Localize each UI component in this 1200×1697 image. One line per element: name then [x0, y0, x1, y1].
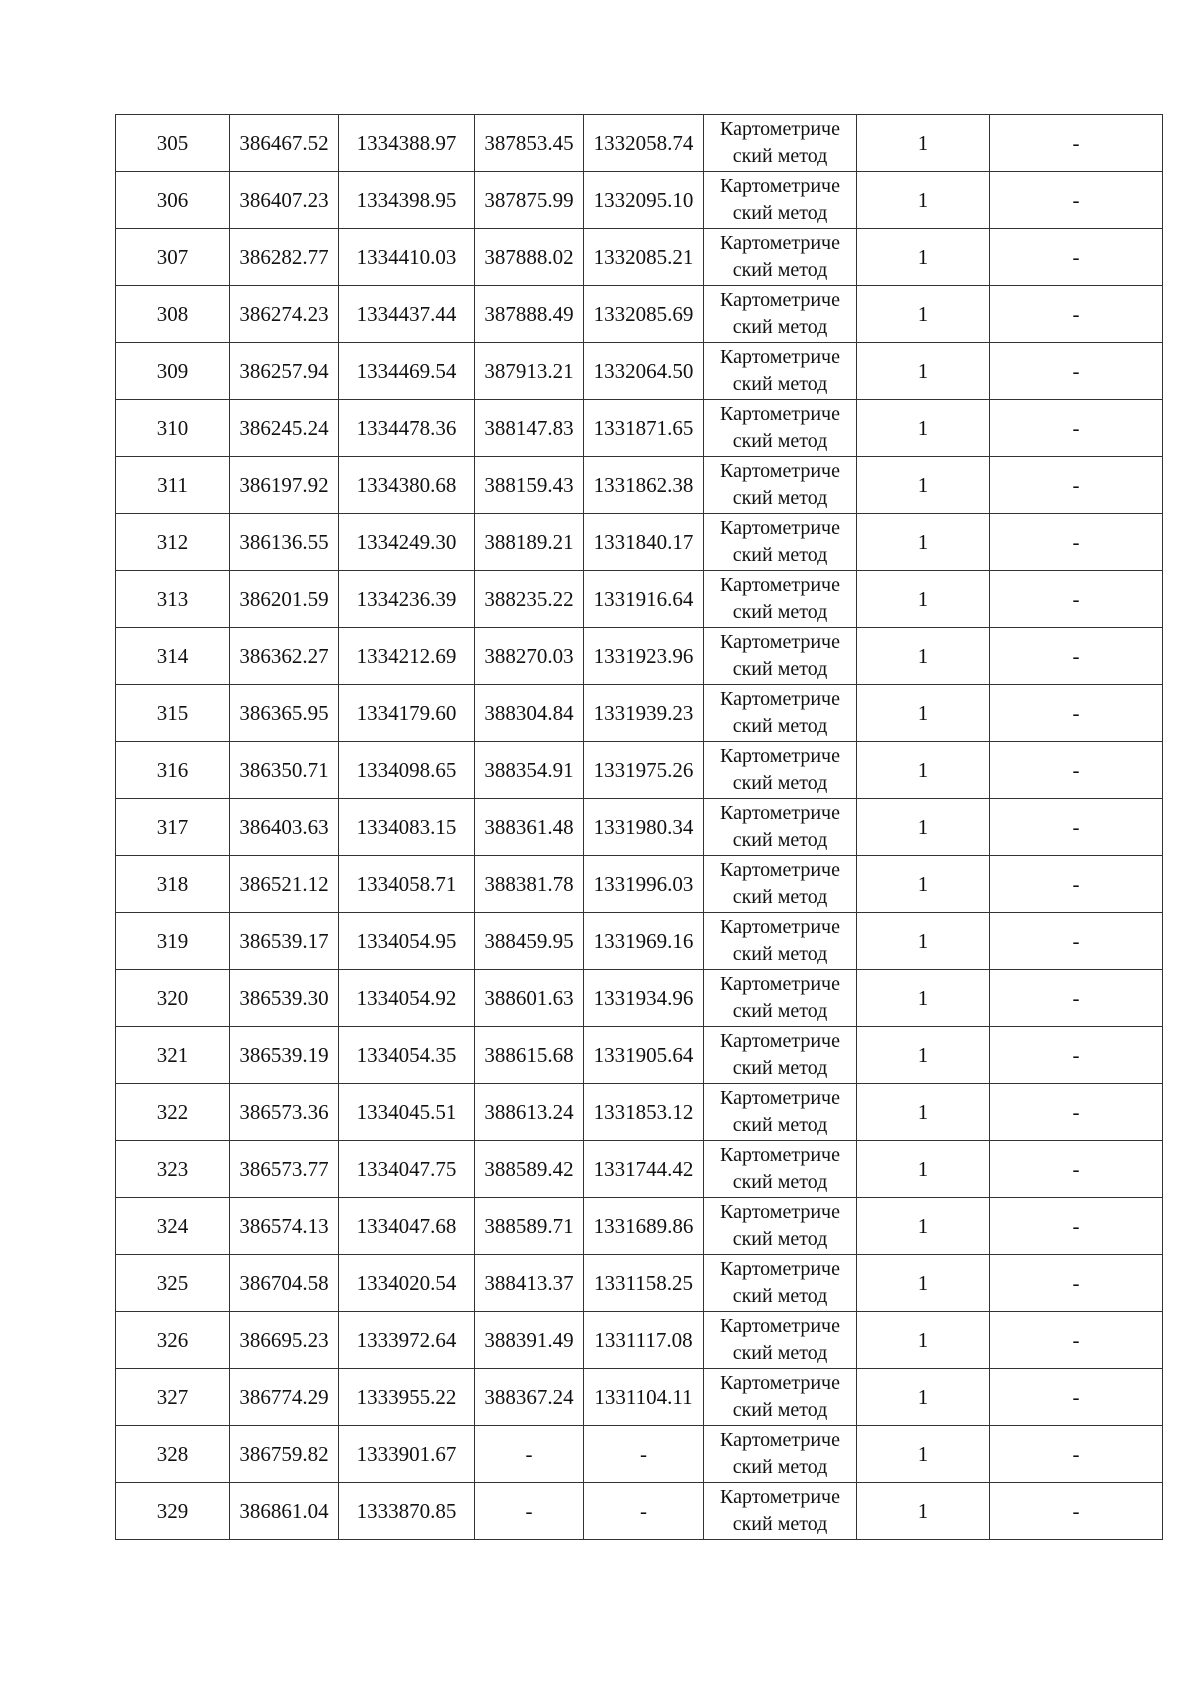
y-coordinate-previous-cell: 1331853.12	[584, 1084, 704, 1141]
description-cell: -	[990, 1369, 1163, 1426]
method-text-line: ский метод	[732, 145, 828, 167]
point-number-cell: 321	[116, 1027, 230, 1084]
method-text-line: Картометриче	[720, 460, 840, 482]
x-coordinate-previous-cell: 388367.24	[475, 1369, 584, 1426]
y-coordinate-cell: 1333870.85	[339, 1483, 475, 1540]
x-coordinate-cell: 386407.23	[230, 172, 339, 229]
point-number-cell: 309	[116, 343, 230, 400]
table-row	[116, 286, 1163, 343]
y-coordinate-previous-cell: -	[584, 1426, 704, 1483]
table-row	[116, 856, 1163, 913]
point-number-cell: 315	[116, 685, 230, 742]
method-text-line: ский метод	[732, 316, 828, 338]
method-text-line: Картометриче	[720, 232, 840, 254]
description-cell: -	[990, 1198, 1163, 1255]
description-cell: -	[990, 628, 1163, 685]
x-coordinate-previous-cell: 388235.22	[475, 571, 584, 628]
method-cell	[704, 1198, 857, 1255]
table-row	[116, 229, 1163, 286]
method-text-line: ский метод	[732, 1228, 828, 1250]
method-cell	[704, 1141, 857, 1198]
method-cell	[704, 1312, 857, 1369]
description-cell: -	[990, 913, 1163, 970]
x-coordinate-cell: 386695.23	[230, 1312, 339, 1369]
method-text-line: ский метод	[732, 1057, 828, 1079]
x-coordinate-previous-cell: 388613.24	[475, 1084, 584, 1141]
y-coordinate-previous-cell: 1331840.17	[584, 514, 704, 571]
y-coordinate-previous-cell: 1331916.64	[584, 571, 704, 628]
table-row	[116, 1483, 1163, 1540]
description-cell: -	[990, 229, 1163, 286]
method-cell	[704, 400, 857, 457]
accuracy-cell: 1	[857, 628, 990, 685]
accuracy-cell: 1	[857, 457, 990, 514]
x-coordinate-cell: 386539.30	[230, 970, 339, 1027]
method-text-line: Картометриче	[720, 1429, 840, 1451]
point-number-cell: 329	[116, 1483, 230, 1540]
table-row	[116, 457, 1163, 514]
description-cell: -	[990, 172, 1163, 229]
method-text-line: Картометриче	[720, 346, 840, 368]
method-text-line: Картометриче	[720, 631, 840, 653]
y-coordinate-cell: 1334380.68	[339, 457, 475, 514]
x-coordinate-previous-cell: 388159.43	[475, 457, 584, 514]
x-coordinate-cell: 386704.58	[230, 1255, 339, 1312]
x-coordinate-cell: 386759.82	[230, 1426, 339, 1483]
method-cell	[704, 856, 857, 913]
x-coordinate-cell: 386573.77	[230, 1141, 339, 1198]
table-row	[116, 970, 1163, 1027]
point-number-cell: 319	[116, 913, 230, 970]
description-cell: -	[990, 514, 1163, 571]
x-coordinate-previous-cell: 388354.91	[475, 742, 584, 799]
y-coordinate-cell: 1334098.65	[339, 742, 475, 799]
description-cell: -	[990, 742, 1163, 799]
description-cell: -	[990, 970, 1163, 1027]
table-row	[116, 1141, 1163, 1198]
accuracy-cell: 1	[857, 799, 990, 856]
method-text-line: ский метод	[732, 1171, 828, 1193]
y-coordinate-previous-cell: 1331104.11	[584, 1369, 704, 1426]
table-row	[116, 1369, 1163, 1426]
x-coordinate-cell: 386539.17	[230, 913, 339, 970]
table-body	[116, 115, 1163, 1540]
table-row	[116, 913, 1163, 970]
table-row	[116, 115, 1163, 172]
y-coordinate-previous-cell: 1331975.26	[584, 742, 704, 799]
point-number-cell: 328	[116, 1426, 230, 1483]
description-cell: -	[990, 1483, 1163, 1540]
description-cell: -	[990, 1255, 1163, 1312]
x-coordinate-previous-cell: 388391.49	[475, 1312, 584, 1369]
x-coordinate-cell: 386197.92	[230, 457, 339, 514]
y-coordinate-cell: 1334410.03	[339, 229, 475, 286]
x-coordinate-previous-cell: 387913.21	[475, 343, 584, 400]
x-coordinate-previous-cell: 388615.68	[475, 1027, 584, 1084]
y-coordinate-cell: 1334179.60	[339, 685, 475, 742]
method-cell	[704, 115, 857, 172]
method-cell	[704, 913, 857, 970]
accuracy-cell: 1	[857, 970, 990, 1027]
description-cell: -	[990, 856, 1163, 913]
accuracy-cell: 1	[857, 172, 990, 229]
method-text-line: ский метод	[732, 943, 828, 965]
accuracy-cell: 1	[857, 856, 990, 913]
y-coordinate-previous-cell: 1331744.42	[584, 1141, 704, 1198]
method-cell	[704, 229, 857, 286]
method-cell	[704, 742, 857, 799]
method-text-line: ский метод	[732, 373, 828, 395]
table-row	[116, 1198, 1163, 1255]
x-coordinate-previous-cell: 388459.95	[475, 913, 584, 970]
description-cell: -	[990, 571, 1163, 628]
accuracy-cell: 1	[857, 1084, 990, 1141]
method-text-line: ский метод	[732, 886, 828, 908]
x-coordinate-cell: 386257.94	[230, 343, 339, 400]
x-coordinate-previous-cell: 387853.45	[475, 115, 584, 172]
accuracy-cell: 1	[857, 1483, 990, 1540]
accuracy-cell: 1	[857, 115, 990, 172]
table-row	[116, 571, 1163, 628]
x-coordinate-cell: 386574.13	[230, 1198, 339, 1255]
x-coordinate-cell: 386861.04	[230, 1483, 339, 1540]
table-row	[116, 742, 1163, 799]
y-coordinate-previous-cell: 1331905.64	[584, 1027, 704, 1084]
method-text-line: Картометриче	[720, 1201, 840, 1223]
method-text-line: Картометриче	[720, 1258, 840, 1280]
method-text-line: Картометриче	[720, 1486, 840, 1508]
method-text-line: Картометриче	[720, 973, 840, 995]
table-row	[116, 799, 1163, 856]
x-coordinate-cell: 386365.95	[230, 685, 339, 742]
y-coordinate-previous-cell: 1331923.96	[584, 628, 704, 685]
point-number-cell: 307	[116, 229, 230, 286]
method-cell	[704, 286, 857, 343]
y-coordinate-cell: 1334236.39	[339, 571, 475, 628]
x-coordinate-cell: 386136.55	[230, 514, 339, 571]
y-coordinate-cell: 1334249.30	[339, 514, 475, 571]
point-number-cell: 312	[116, 514, 230, 571]
table-row	[116, 1426, 1163, 1483]
y-coordinate-cell: 1334469.54	[339, 343, 475, 400]
method-text-line: ский метод	[732, 715, 828, 737]
method-cell	[704, 172, 857, 229]
point-number-cell: 322	[116, 1084, 230, 1141]
y-coordinate-previous-cell: 1331939.23	[584, 685, 704, 742]
point-number-cell: 318	[116, 856, 230, 913]
point-number-cell: 306	[116, 172, 230, 229]
method-text-line: Картометриче	[720, 118, 840, 140]
x-coordinate-previous-cell: 388601.63	[475, 970, 584, 1027]
accuracy-cell: 1	[857, 1426, 990, 1483]
table-row	[116, 628, 1163, 685]
method-cell	[704, 970, 857, 1027]
x-coordinate-previous-cell: 388589.42	[475, 1141, 584, 1198]
table-row	[116, 1255, 1163, 1312]
method-cell	[704, 1255, 857, 1312]
method-text-line: ский метод	[732, 1342, 828, 1364]
table-row	[116, 400, 1163, 457]
x-coordinate-previous-cell: 388147.83	[475, 400, 584, 457]
method-text-line: Картометриче	[720, 745, 840, 767]
point-number-cell: 308	[116, 286, 230, 343]
method-cell	[704, 799, 857, 856]
point-number-cell: 323	[116, 1141, 230, 1198]
method-cell	[704, 1027, 857, 1084]
method-text-line: ский метод	[732, 772, 828, 794]
method-text-line: ский метод	[732, 1285, 828, 1307]
accuracy-cell: 1	[857, 571, 990, 628]
method-text-line: Картометриче	[720, 916, 840, 938]
point-number-cell: 314	[116, 628, 230, 685]
table-row	[116, 343, 1163, 400]
method-text-line: Картометриче	[720, 175, 840, 197]
x-coordinate-cell: 386274.23	[230, 286, 339, 343]
method-text-line: Картометриче	[720, 574, 840, 596]
x-coordinate-previous-cell: 387888.02	[475, 229, 584, 286]
y-coordinate-cell: 1334478.36	[339, 400, 475, 457]
method-text-line: ский метод	[732, 430, 828, 452]
y-coordinate-previous-cell: 1331934.96	[584, 970, 704, 1027]
accuracy-cell: 1	[857, 1198, 990, 1255]
x-coordinate-previous-cell: 388304.84	[475, 685, 584, 742]
method-text-line: ский метод	[732, 1114, 828, 1136]
method-cell	[704, 343, 857, 400]
description-cell: -	[990, 799, 1163, 856]
y-coordinate-cell: 1334054.92	[339, 970, 475, 1027]
x-coordinate-cell: 386201.59	[230, 571, 339, 628]
method-text-line: ский метод	[732, 1456, 828, 1478]
y-coordinate-cell: 1334047.68	[339, 1198, 475, 1255]
point-number-cell: 327	[116, 1369, 230, 1426]
point-number-cell: 316	[116, 742, 230, 799]
y-coordinate-cell: 1334437.44	[339, 286, 475, 343]
method-text-line: ский метод	[732, 658, 828, 680]
x-coordinate-previous-cell: 388413.37	[475, 1255, 584, 1312]
description-cell: -	[990, 343, 1163, 400]
y-coordinate-cell: 1334054.95	[339, 913, 475, 970]
method-text-line: Картометриче	[720, 688, 840, 710]
y-coordinate-cell: 1334054.35	[339, 1027, 475, 1084]
y-coordinate-previous-cell: 1332085.21	[584, 229, 704, 286]
method-text-line: Картометриче	[720, 859, 840, 881]
y-coordinate-cell: 1334083.15	[339, 799, 475, 856]
y-coordinate-previous-cell: 1331980.34	[584, 799, 704, 856]
accuracy-cell: 1	[857, 1027, 990, 1084]
x-coordinate-previous-cell: -	[475, 1483, 584, 1540]
method-text-line: Картометриче	[720, 802, 840, 824]
description-cell: -	[990, 457, 1163, 514]
accuracy-cell: 1	[857, 685, 990, 742]
x-coordinate-cell: 386362.27	[230, 628, 339, 685]
table-row	[116, 685, 1163, 742]
x-coordinate-previous-cell: 388589.71	[475, 1198, 584, 1255]
x-coordinate-previous-cell: 387888.49	[475, 286, 584, 343]
y-coordinate-cell: 1334398.95	[339, 172, 475, 229]
x-coordinate-cell: 386774.29	[230, 1369, 339, 1426]
accuracy-cell: 1	[857, 742, 990, 799]
method-text-line: ский метод	[732, 259, 828, 281]
x-coordinate-cell: 386245.24	[230, 400, 339, 457]
description-cell: -	[990, 1141, 1163, 1198]
method-text-line: ский метод	[732, 202, 828, 224]
x-coordinate-cell: 386403.63	[230, 799, 339, 856]
accuracy-cell: 1	[857, 400, 990, 457]
x-coordinate-previous-cell: -	[475, 1426, 584, 1483]
table-row	[116, 514, 1163, 571]
method-text-line: ский метод	[732, 544, 828, 566]
x-coordinate-cell: 386282.77	[230, 229, 339, 286]
accuracy-cell: 1	[857, 286, 990, 343]
y-coordinate-cell: 1334020.54	[339, 1255, 475, 1312]
method-text-line: Картометриче	[720, 1315, 840, 1337]
table-row	[116, 172, 1163, 229]
accuracy-cell: 1	[857, 1312, 990, 1369]
method-text-line: ский метод	[732, 487, 828, 509]
point-number-cell: 310	[116, 400, 230, 457]
method-cell	[704, 514, 857, 571]
y-coordinate-previous-cell: 1331871.65	[584, 400, 704, 457]
y-coordinate-previous-cell: 1331969.16	[584, 913, 704, 970]
method-text-line: Картометриче	[720, 403, 840, 425]
method-cell	[704, 1483, 857, 1540]
description-cell: -	[990, 1084, 1163, 1141]
description-cell: -	[990, 400, 1163, 457]
point-number-cell: 325	[116, 1255, 230, 1312]
description-cell: -	[990, 1027, 1163, 1084]
y-coordinate-cell: 1334058.71	[339, 856, 475, 913]
y-coordinate-previous-cell: -	[584, 1483, 704, 1540]
method-text-line: Картометриче	[720, 289, 840, 311]
y-coordinate-cell: 1334045.51	[339, 1084, 475, 1141]
method-text-line: Картометриче	[720, 1144, 840, 1166]
y-coordinate-previous-cell: 1332095.10	[584, 172, 704, 229]
description-cell: -	[990, 1426, 1163, 1483]
point-number-cell: 317	[116, 799, 230, 856]
y-coordinate-previous-cell: 1332064.50	[584, 343, 704, 400]
method-cell	[704, 628, 857, 685]
x-coordinate-cell: 386539.19	[230, 1027, 339, 1084]
point-number-cell: 313	[116, 571, 230, 628]
y-coordinate-cell: 1334388.97	[339, 115, 475, 172]
y-coordinate-previous-cell: 1331862.38	[584, 457, 704, 514]
y-coordinate-previous-cell: 1331689.86	[584, 1198, 704, 1255]
method-cell	[704, 685, 857, 742]
point-number-cell: 324	[116, 1198, 230, 1255]
x-coordinate-previous-cell: 388381.78	[475, 856, 584, 913]
method-text-line: Картометриче	[720, 1087, 840, 1109]
method-text-line: ский метод	[732, 1000, 828, 1022]
y-coordinate-cell: 1334047.75	[339, 1141, 475, 1198]
y-coordinate-previous-cell: 1332085.69	[584, 286, 704, 343]
method-text-line: ский метод	[732, 1513, 828, 1535]
y-coordinate-cell: 1333955.22	[339, 1369, 475, 1426]
accuracy-cell: 1	[857, 913, 990, 970]
y-coordinate-previous-cell: 1331158.25	[584, 1255, 704, 1312]
table-row	[116, 1312, 1163, 1369]
x-coordinate-cell: 386467.52	[230, 115, 339, 172]
x-coordinate-cell: 386573.36	[230, 1084, 339, 1141]
method-text-line: Картометриче	[720, 517, 840, 539]
description-cell: -	[990, 1312, 1163, 1369]
method-cell	[704, 1426, 857, 1483]
point-number-cell: 320	[116, 970, 230, 1027]
table-row	[116, 1027, 1163, 1084]
method-cell	[704, 1084, 857, 1141]
y-coordinate-previous-cell: 1331117.08	[584, 1312, 704, 1369]
point-number-cell: 311	[116, 457, 230, 514]
y-coordinate-cell: 1333901.67	[339, 1426, 475, 1483]
description-cell: -	[990, 286, 1163, 343]
accuracy-cell: 1	[857, 343, 990, 400]
method-cell	[704, 1369, 857, 1426]
method-text-line: ский метод	[732, 601, 828, 623]
x-coordinate-previous-cell: 388189.21	[475, 514, 584, 571]
accuracy-cell: 1	[857, 1369, 990, 1426]
method-text-line: ский метод	[732, 829, 828, 851]
x-coordinate-previous-cell: 388361.48	[475, 799, 584, 856]
point-number-cell: 305	[116, 115, 230, 172]
method-text-line: Картометриче	[720, 1372, 840, 1394]
method-text-line: ский метод	[732, 1399, 828, 1421]
accuracy-cell: 1	[857, 514, 990, 571]
method-cell	[704, 571, 857, 628]
method-text-line: Картометриче	[720, 1030, 840, 1052]
method-cell	[704, 457, 857, 514]
description-cell: -	[990, 685, 1163, 742]
point-number-cell: 326	[116, 1312, 230, 1369]
y-coordinate-cell: 1333972.64	[339, 1312, 475, 1369]
accuracy-cell: 1	[857, 1141, 990, 1198]
accuracy-cell: 1	[857, 1255, 990, 1312]
coordinates-table	[115, 114, 1163, 1540]
y-coordinate-previous-cell: 1331996.03	[584, 856, 704, 913]
description-cell: -	[990, 115, 1163, 172]
x-coordinate-cell: 386350.71	[230, 742, 339, 799]
y-coordinate-previous-cell: 1332058.74	[584, 115, 704, 172]
accuracy-cell: 1	[857, 229, 990, 286]
x-coordinate-cell: 386521.12	[230, 856, 339, 913]
x-coordinate-previous-cell: 387875.99	[475, 172, 584, 229]
y-coordinate-cell: 1334212.69	[339, 628, 475, 685]
table-row	[116, 1084, 1163, 1141]
x-coordinate-previous-cell: 388270.03	[475, 628, 584, 685]
